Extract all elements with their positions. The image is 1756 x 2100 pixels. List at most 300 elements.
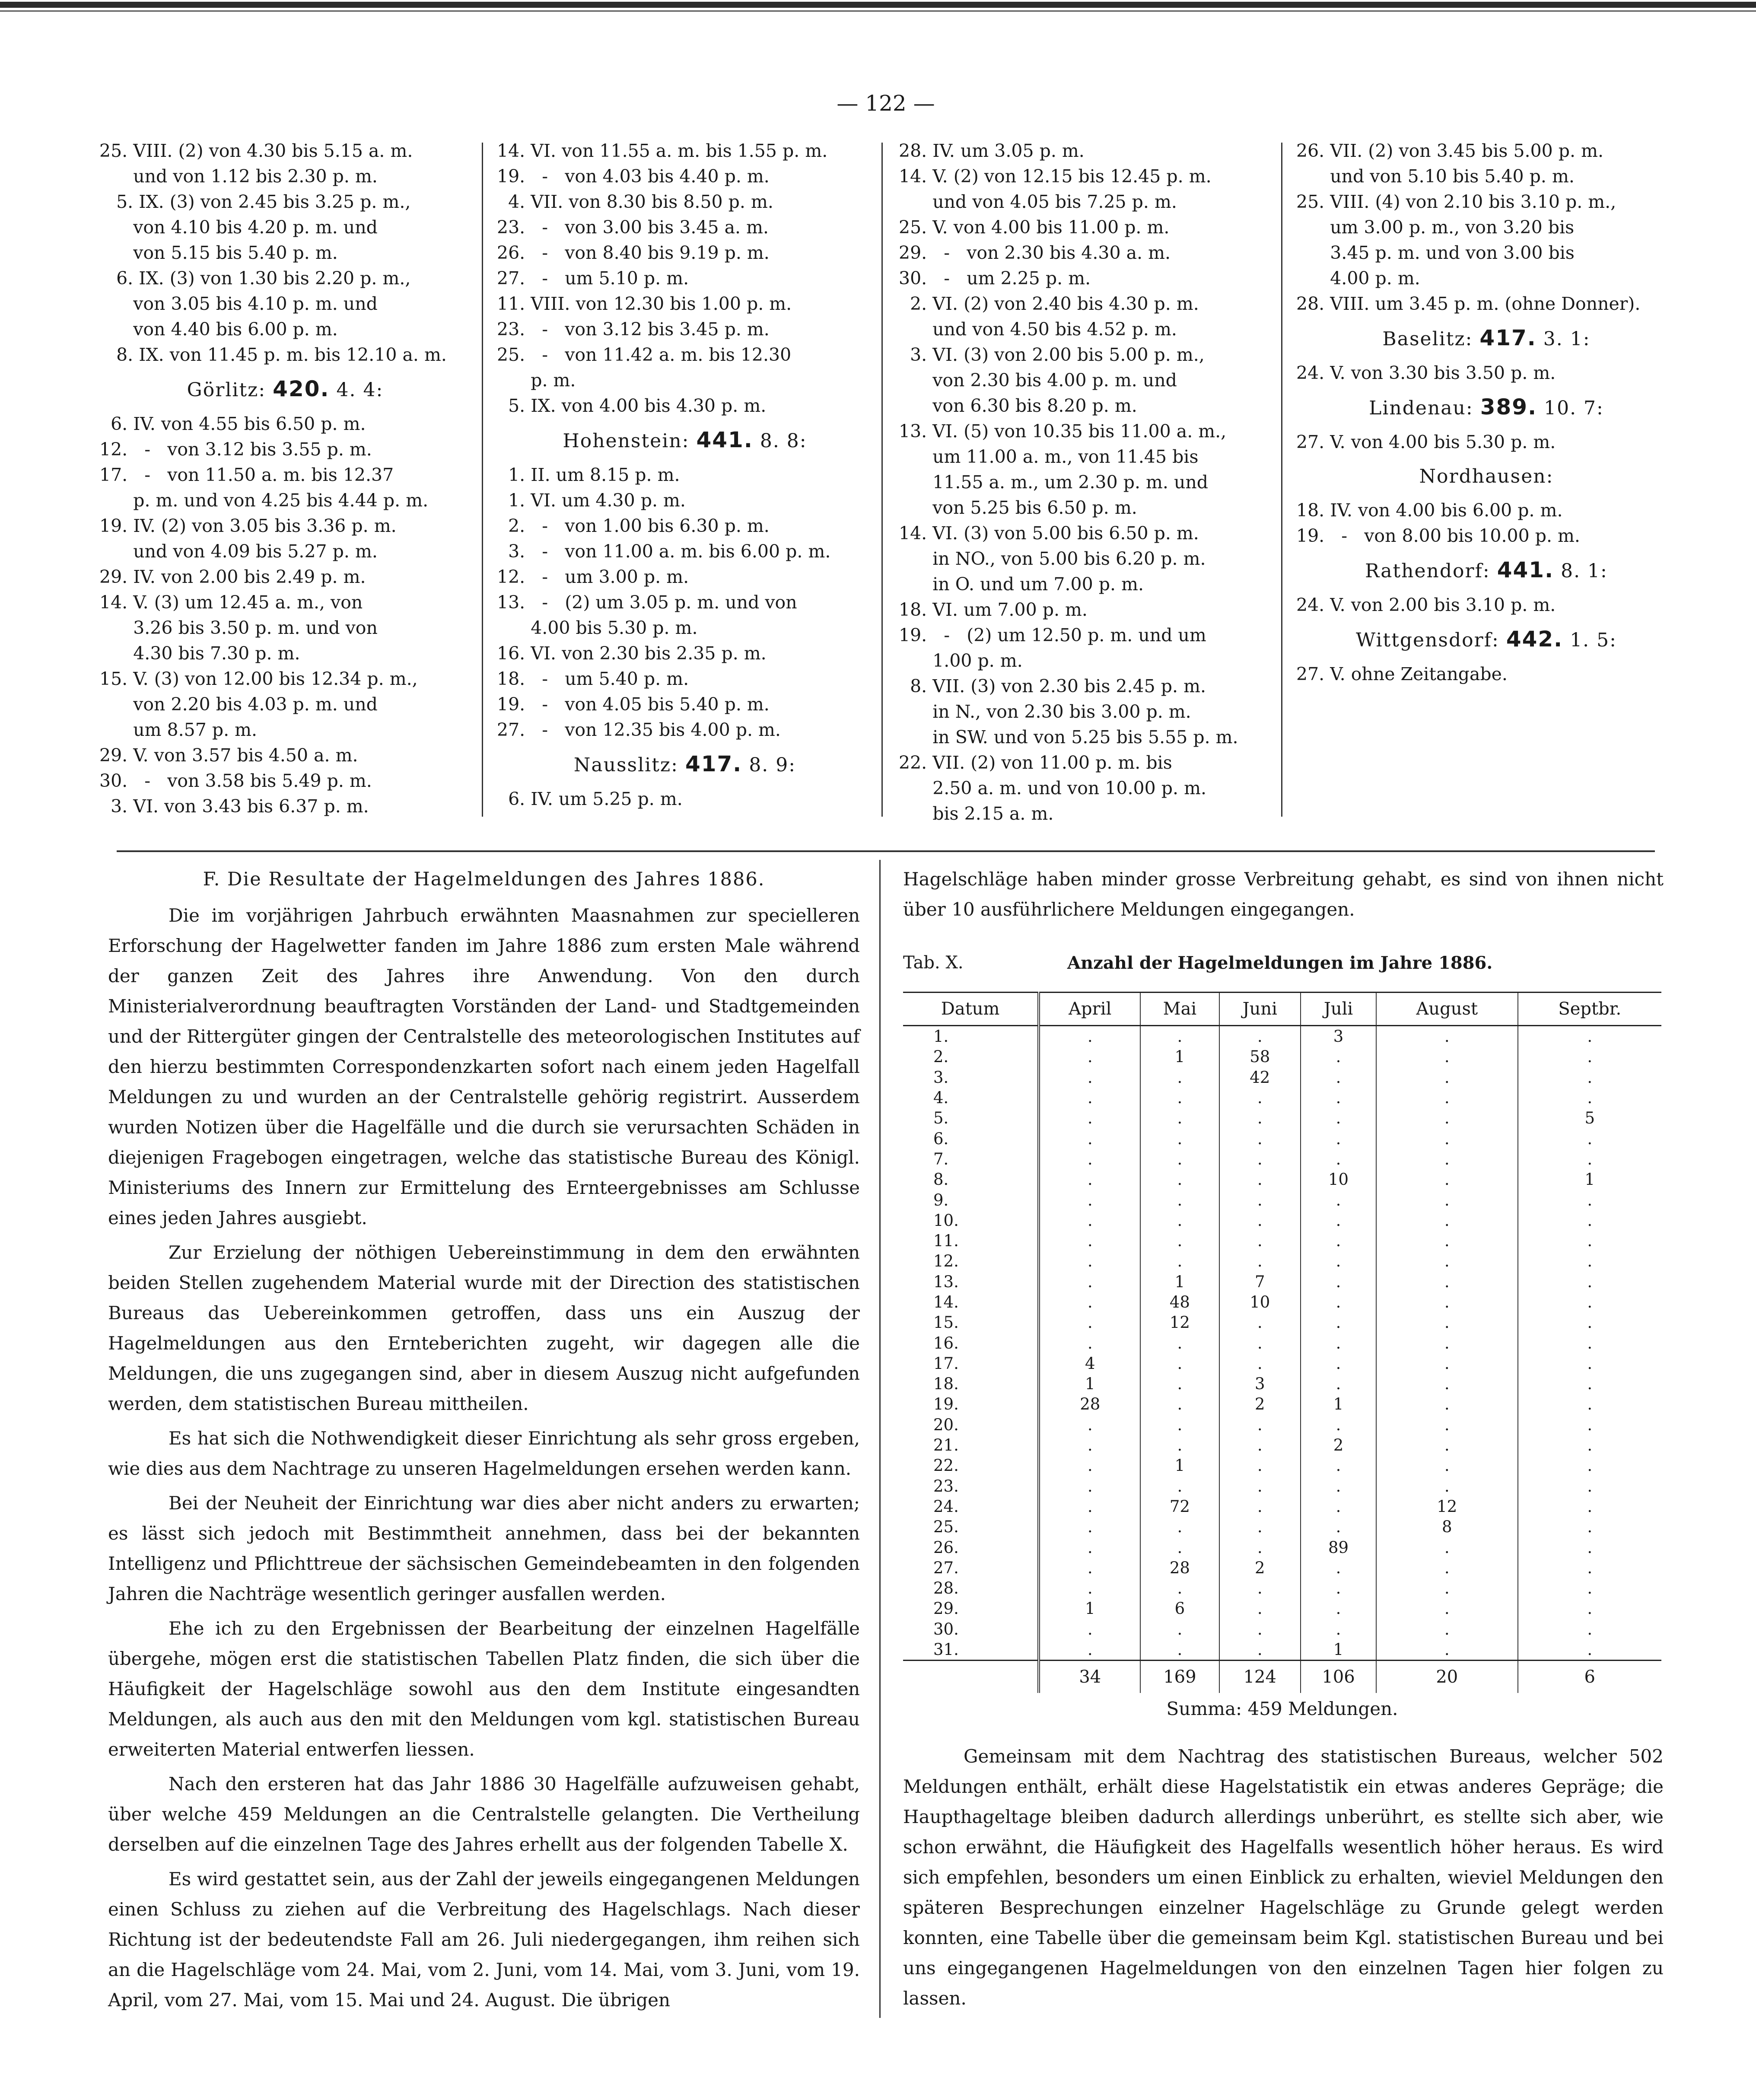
count-cell: . [1376,1169,1518,1190]
paragraph: Bei der Neuheit der Einrichtung war dies aber nicht anders zu erwarten; es lässt sich jedoch mit Bestimmtheit annehmen, dass bei der bekannten Intelligenz und Pflichttreue der sächsischen Gemeindebeamten in den folgenden Jahren die Nachträge wesentlich geringer ausfallen werden. [108,1492,860,1604]
count-cell: . [1219,1333,1301,1353]
text-line: von 4.10 bis 4.20 p. m. und [99,217,378,238]
column-header: Juni [1219,993,1301,1026]
count-cell: . [1518,1231,1661,1251]
count-cell: . [1518,1067,1661,1088]
count-cell: 8 [1376,1517,1518,1537]
count-cell: . [1518,1190,1661,1210]
count-cell: . [1518,1312,1661,1333]
text-line: und von 4.50 bis 4.52 p. m. [899,319,1177,340]
count-cell: . [1219,1537,1301,1557]
count-cell: 28 [1039,1394,1140,1414]
count-cell: . [1518,1415,1661,1435]
table-row [903,1558,1661,1578]
text-line: 1. II. um 8.15 p. m. [497,465,680,485]
count-cell: . [1039,1251,1140,1271]
count-cell: . [1219,1026,1301,1047]
count-cell: . [1039,1190,1140,1210]
count-cell: . [1376,1067,1518,1088]
count-cell: . [1518,1251,1661,1271]
count-cell: . [1376,1435,1518,1455]
count-cell: . [1140,1088,1219,1108]
count-cell: . [1301,1598,1376,1619]
table-row [903,1353,1661,1374]
count-cell: . [1376,1190,1518,1210]
count-cell: . [1376,1415,1518,1435]
table-row [903,1210,1661,1231]
count-cell: . [1219,1639,1301,1661]
date-cell: 15. [903,1312,1039,1333]
count-cell: 2 [1301,1435,1376,1455]
station-column-4 [1296,138,1676,687]
table-row [903,1639,1661,1661]
text-line: 13. - (2) um 3.05 p. m. und von [497,592,797,613]
date-cell: 31. [903,1639,1039,1661]
count-cell: . [1219,1210,1301,1231]
column-header: Datum [903,993,1039,1026]
count-cell: 2 [1219,1558,1301,1578]
count-cell: . [1301,1558,1376,1578]
count-cell: . [1140,1128,1219,1149]
table-row [903,1537,1661,1557]
count-cell: . [1518,1128,1661,1149]
count-cell: . [1219,1149,1301,1169]
column-header: Mai [1140,993,1219,1026]
count-cell: . [1518,1292,1661,1312]
text-line: 2. - von 1.00 bis 6.30 p. m. [497,515,770,536]
count-cell: . [1518,1619,1661,1639]
count-cell: . [1219,1455,1301,1476]
count-cell: . [1140,1537,1219,1557]
text-line: 5. IX. von 4.00 bis 4.30 p. m. [497,395,767,416]
count-cell: . [1039,1455,1140,1476]
date-cell: 12. [903,1251,1039,1271]
continuation-text [903,864,1664,925]
count-cell: . [1219,1476,1301,1496]
date-cell: 5. [903,1108,1039,1128]
count-cell: . [1376,1128,1518,1149]
text-line: von 6.30 bis 8.20 p. m. [899,395,1137,416]
count-cell: . [1301,1108,1376,1128]
date-cell: 18. [903,1374,1039,1394]
table-row [903,1272,1661,1292]
date-cell: 26. [903,1537,1039,1557]
count-cell: . [1376,1108,1518,1128]
count-cell: . [1140,1026,1219,1047]
count-cell: . [1219,1517,1301,1537]
count-cell: 10 [1301,1169,1376,1190]
paragraph: Ehe ich zu den Ergebnissen der Bearbeitung der einzelnen Hagelfälle übergehe, mögen erst die statistischen Tabellen Platz finden, die sich über die Häufigkeit der Hagelschläge sowohl aus den dem Institute eingesandten Meldungen, als auch aus den mit den Meldungen vom kgl. statistischen Bureau erweiterten Material entwerfen liessen. [108,1618,860,1760]
paragraph: Nach den ersteren hat das Jahr 1886 30 Hagelfälle aufzuweisen gehabt, über welche 459 Meldungen an die Centralstelle gelangten. Die Vertheilung derselben auf die einzelnen Tage des Jahres erhellt aus der folgenden Tabelle X. [108,1773,860,1855]
count-cell: . [1219,1128,1301,1149]
count-cell: . [1301,1455,1376,1476]
total-cell: 34 [1039,1661,1140,1693]
count-cell: 6 [1140,1598,1219,1619]
text-line: 27. - um 5.10 p. m. [497,268,689,289]
station-heading-nordhausen: Nordhausen: [1419,465,1554,487]
total-cell: 20 [1376,1661,1518,1693]
count-cell: . [1039,1088,1140,1108]
count-cell: . [1219,1108,1301,1128]
text-line: p. m. und von 4.25 bis 4.44 p. m. [99,490,429,511]
count-cell: . [1140,1619,1219,1639]
count-cell: . [1039,1108,1140,1128]
count-cell: . [1219,1088,1301,1108]
count-cell: . [1039,1435,1140,1455]
count-cell: . [1376,1312,1518,1333]
text-line: 27. V. ohne Zeitangabe. [1296,664,1508,684]
text-line: von 2.30 bis 4.00 p. m. und [899,370,1177,391]
count-cell: 12 [1376,1496,1518,1517]
date-cell: 3. [903,1067,1039,1088]
text-line: 6. IV. um 5.25 p. m. [497,789,683,809]
total-cell: 106 [1301,1661,1376,1693]
count-cell: . [1140,1251,1219,1271]
count-cell: . [1518,1374,1661,1394]
text-line: 29. V. von 3.57 bis 4.50 a. m. [99,745,358,766]
date-cell: 23. [903,1476,1039,1496]
text-line: und von 1.12 bis 2.30 p. m. [99,166,378,187]
table-row [903,1619,1661,1639]
count-cell: . [1219,1231,1301,1251]
text-line: um 11.00 a. m., von 11.45 bis [899,446,1199,467]
count-cell: 7 [1219,1272,1301,1292]
count-cell: . [1518,1639,1661,1661]
text-line: 25. - von 11.42 a. m. bis 12.30 [497,344,792,365]
count-cell: . [1219,1169,1301,1190]
column-header: August [1376,993,1518,1026]
count-cell: 1 [1039,1598,1140,1619]
date-cell: 10. [903,1210,1039,1231]
text-line: von 4.40 bis 6.00 p. m. [99,319,338,340]
count-cell: 12 [1140,1312,1219,1333]
count-cell: . [1376,1394,1518,1414]
count-cell: . [1301,1251,1376,1271]
table-row [903,1312,1661,1333]
text-line: 3. - von 11.00 a. m. bis 6.00 p. m. [497,541,831,562]
total-cell [903,1661,1039,1693]
text-line: 4.00 bis 5.30 p. m. [497,617,698,638]
count-cell: . [1301,1231,1376,1251]
count-cell: . [1518,1026,1661,1047]
count-cell: 48 [1140,1292,1219,1312]
top-rule [0,2,1756,8]
text-line: 25. V. von 4.00 bis 11.00 p. m. [899,217,1170,238]
count-cell: . [1219,1578,1301,1598]
count-cell: . [1518,1517,1661,1537]
count-cell: . [1518,1558,1661,1578]
section-rule [117,850,1655,852]
text-line: 8. VII. (3) von 2.30 bis 2.45 p. m. [899,676,1206,697]
text-line: von 2.20 bis 4.03 p. m. und [99,694,378,715]
text-line: 6. IV. von 4.55 bis 6.50 p. m. [99,414,366,434]
count-cell: . [1039,1292,1140,1312]
text-line: 23. - von 3.12 bis 3.45 p. m. [497,319,770,340]
count-cell: . [1518,1455,1661,1476]
count-cell: 4 [1039,1353,1140,1374]
text-line: 12. - von 3.12 bis 3.55 p. m. [99,439,372,460]
date-cell: 9. [903,1190,1039,1210]
text-line: 14. V. (2) von 12.15 bis 12.45 p. m. [899,166,1212,187]
count-cell: 42 [1219,1067,1301,1088]
count-cell: 3 [1219,1374,1301,1394]
count-cell: . [1140,1374,1219,1394]
text-line: 19. - von 8.00 bis 10.00 p. m. [1296,525,1580,546]
count-cell: . [1301,1128,1376,1149]
text-line: 15. V. (3) von 12.00 bis 12.34 p. m., [99,668,418,689]
table-row [903,1251,1661,1271]
count-cell: . [1301,1272,1376,1292]
count-cell: . [1301,1292,1376,1312]
date-cell: 17. [903,1353,1039,1374]
count-cell: . [1140,1108,1219,1128]
table-row [903,1026,1661,1047]
text-line: 18. IV. von 4.00 bis 6.00 p. m. [1296,500,1563,521]
count-cell: . [1219,1312,1301,1333]
count-cell: . [1039,1026,1140,1047]
count-cell: . [1039,1312,1140,1333]
date-cell: 14. [903,1292,1039,1312]
date-cell: 6. [903,1128,1039,1149]
station-heading-rathendorf: Rathendorf: 441. 8. 1: [1365,557,1608,582]
count-cell: . [1219,1496,1301,1517]
count-cell: . [1301,1312,1376,1333]
count-cell: . [1301,1619,1376,1639]
count-cell: . [1039,1169,1140,1190]
total-cell: 124 [1219,1661,1301,1693]
text-line: bis 2.15 a. m. [899,803,1054,824]
table-title: Anzahl der Hagelmeldungen im Jahre 1886. [1067,953,1493,973]
count-cell: . [1376,1251,1518,1271]
text-line: von 5.15 bis 5.40 p. m. [99,242,338,263]
count-cell: . [1518,1353,1661,1374]
text-line: 19. - von 4.05 bis 5.40 p. m. [497,694,770,715]
text-line: in SW. und von 5.25 bis 5.55 p. m. [899,727,1238,748]
text-line: 29. IV. von 2.00 bis 2.49 p. m. [99,566,366,587]
paragraph: Hagelschläge haben minder grosse Verbreitung gehabt, es sind von ihnen nicht über 10 ausführlichere Meldungen eingegangen. [903,869,1664,920]
count-cell: . [1140,1578,1219,1598]
count-cell: . [1039,1619,1140,1639]
count-cell: . [1039,1210,1140,1231]
page-number: — 122 — [837,91,935,116]
count-cell: . [1140,1415,1219,1435]
count-cell: . [1376,1149,1518,1169]
count-cell: 1 [1301,1639,1376,1661]
table-row [903,1047,1661,1067]
table-row [903,1128,1661,1149]
table-row [903,1169,1661,1190]
text-line: in N., von 2.30 bis 3.00 p. m. [899,701,1191,722]
table-row [903,1517,1661,1537]
station-heading-hohenstein: Hohenstein: 441. 8. 8: [563,427,807,452]
text-line: 4.30 bis 7.30 p. m. [99,643,300,664]
table-row [903,1067,1661,1088]
count-cell: . [1039,1415,1140,1435]
count-cell: . [1301,1415,1376,1435]
closing-text [903,1741,1664,2014]
date-cell: 27. [903,1558,1039,1578]
count-cell: . [1219,1435,1301,1455]
text-line: 17. - von 11.50 a. m. bis 12.37 [99,465,394,485]
text-line: 25. VIII. (2) von 4.30 bis 5.15 a. m. [99,140,413,161]
count-cell: . [1219,1415,1301,1435]
count-cell: . [1376,1333,1518,1353]
text-line: in O. und um 7.00 p. m. [899,574,1144,595]
count-cell: . [1301,1190,1376,1210]
text-line: 18. - um 5.40 p. m. [497,668,689,689]
date-cell: 22. [903,1455,1039,1476]
text-line: um 8.57 p. m. [99,719,258,740]
count-cell: . [1219,1598,1301,1619]
text-line: 3. VI. von 3.43 bis 6.37 p. m. [99,796,369,817]
table-row [903,1231,1661,1251]
date-cell: 28. [903,1578,1039,1598]
table-row [903,1578,1661,1598]
count-cell: . [1518,1476,1661,1496]
count-cell: 1 [1140,1047,1219,1067]
count-cell: . [1518,1047,1661,1067]
count-cell: . [1518,1496,1661,1517]
count-cell: 28 [1140,1558,1219,1578]
count-cell: . [1301,1578,1376,1598]
table-row [903,1435,1661,1455]
text-line: 4.00 p. m. [1296,268,1420,289]
count-cell: . [1518,1435,1661,1455]
count-cell: . [1301,1333,1376,1353]
table-row [903,1394,1661,1414]
count-cell: . [1376,1639,1518,1661]
count-cell: . [1301,1149,1376,1169]
table-row [903,1333,1661,1353]
text-line: 23. - von 3.00 bis 3.45 a. m. [497,217,769,238]
count-cell: 89 [1301,1537,1376,1557]
count-cell: . [1301,1047,1376,1067]
count-cell: 1 [1039,1374,1140,1394]
date-cell: 13. [903,1272,1039,1292]
count-cell: . [1219,1619,1301,1639]
date-cell: 20. [903,1415,1039,1435]
count-cell: . [1518,1333,1661,1353]
text-line: 1. VI. um 4.30 p. m. [497,490,686,511]
text-line: in NO., von 5.00 bis 6.20 p. m. [899,548,1206,569]
text-line: 28. IV. um 3.05 p. m. [899,140,1085,161]
text-line: 4. VII. von 8.30 bis 8.50 p. m. [497,191,773,212]
count-cell: . [1140,1231,1219,1251]
paragraph: Gemeinsam mit dem Nachtrag des statistischen Bureaus, welcher 502 Meldungen enthält, erhält diese Hagelstatistik ein etwas anderes Gepräge; die Haupthageltage bleiben dadurch allerdings unberührt, es stellte sich aber, wie schon erwähnt, die Häufigkeit des Hagelfalls wesentlich höher heraus. Es wird sich empfehlen, besonders um einen Einblick zu erhalten, wieviel Meldungen den späteren Besprechungen einzelner Hagelschläge zu Grunde gelegt werden konnten, eine Tabelle über die gemeinsam beim Kgl. statistischen Bureau und bei uns eingegangenen Hagelmeldungen von den einzelnen Tagen hier folgen zu lassen. [903,1746,1664,2009]
station-heading-nausslitz: Nausslitz: 417. 8. 9: [573,751,796,776]
station-column-1 [99,138,471,819]
text-line: 14. VI. von 11.55 a. m. bis 1.55 p. m. [497,140,828,161]
text-line: 11. VIII. von 12.30 bis 1.00 p. m. [497,293,792,314]
count-cell: 10 [1219,1292,1301,1312]
count-cell: . [1039,1231,1140,1251]
text-line: 14. VI. (3) von 5.00 bis 6.50 p. m. [899,523,1199,544]
date-cell: 30. [903,1619,1039,1639]
count-cell: . [1376,1619,1518,1639]
text-line: 27. V. von 4.00 bis 5.30 p. m. [1296,432,1556,452]
count-cell: . [1376,1476,1518,1496]
count-cell: 3 [1301,1026,1376,1047]
count-cell: . [1376,1088,1518,1108]
column-divider-lower [879,860,881,2018]
count-cell: . [1301,1210,1376,1231]
count-cell: . [1140,1210,1219,1231]
count-cell: 1 [1518,1169,1661,1190]
count-cell: . [1376,1026,1518,1047]
count-cell: . [1376,1292,1518,1312]
text-line: 24. V. von 2.00 bis 3.10 p. m. [1296,595,1556,615]
text-line: 22. VII. (2) von 11.00 p. m. bis [899,752,1172,773]
text-line: 11.55 a. m., um 2.30 p. m. und [899,472,1209,493]
text-line: 16. VI. von 2.30 bis 2.35 p. m. [497,643,767,664]
section-title: F. Die Resultate der Hagelmeldungen des Jahres 1886. [203,869,765,890]
count-cell: . [1376,1272,1518,1292]
count-cell: . [1301,1496,1376,1517]
text-line: 3.45 p. m. und von 3.00 bis [1296,242,1575,263]
count-cell: . [1518,1537,1661,1557]
text-line: 8. IX. von 11.45 p. m. bis 12.10 a. m. [99,344,447,365]
count-cell: . [1039,1128,1140,1149]
table-row [903,1292,1661,1312]
table-row [903,1415,1661,1435]
count-cell: . [1140,1639,1219,1661]
table-row [903,1088,1661,1108]
count-cell: . [1140,1190,1219,1210]
top-rule-thin [0,10,1756,12]
text-line: 26. VII. (2) von 3.45 bis 5.00 p. m. [1296,140,1603,161]
table-row [903,1598,1661,1619]
total-cell: 169 [1140,1661,1219,1693]
text-line: und von 5.10 bis 5.40 p. m. [1296,166,1575,187]
count-cell: . [1219,1251,1301,1271]
station-heading-goerlitz: Görlitz: 420. 4. 4: [187,376,384,401]
count-cell: . [1301,1517,1376,1537]
text-line: 13. VI. (5) von 10.35 bis 11.00 a. m., [899,421,1227,442]
count-cell: . [1376,1578,1518,1598]
section-f-text [108,864,860,2020]
table-row [903,1455,1661,1476]
station-heading-baselitz: Baselitz: 417. 3. 1: [1382,325,1591,350]
count-cell: . [1039,1578,1140,1598]
date-cell: 11. [903,1231,1039,1251]
text-line: 29. - von 2.30 bis 4.30 a. m. [899,242,1171,263]
text-line: p. m. [497,370,576,391]
count-cell: . [1376,1598,1518,1619]
count-cell: . [1301,1067,1376,1088]
count-cell: . [1039,1558,1140,1578]
text-line: 6. IX. (3) von 1.30 bis 2.20 p. m., [99,268,411,289]
count-cell: 1 [1140,1272,1219,1292]
count-cell: . [1039,1537,1140,1557]
table-row [903,1149,1661,1169]
count-cell: . [1518,1088,1661,1108]
table-label: Tab. X. [903,953,964,973]
count-cell: . [1518,1394,1661,1414]
count-cell: . [1518,1598,1661,1619]
count-cell: 5 [1518,1108,1661,1128]
paragraph: Zur Erzielung der nöthigen Uebereinstimmung in dem den erwähnten beiden Stellen zugehendem Material wurde mit der Direction des statistischen Bureaus das Uebereinkommen getroffen, dass uns ein Auszug der Hagelmeldungen aus den Ernteberichten zugeht, wir dagegen alle die Meldungen, die uns zugegangen sind, aber in diesem Auszug nicht aufgefunden werden, dem statistischen Bureau mittheilen. [108,1242,860,1414]
hail-reports-table [903,992,1661,1693]
count-cell: . [1039,1476,1140,1496]
count-cell: . [1518,1210,1661,1231]
station-heading-lindenau: Lindenau: 389. 10. 7: [1369,395,1604,420]
count-cell: . [1518,1149,1661,1169]
count-cell: . [1140,1067,1219,1088]
column-divider [482,143,483,817]
date-cell: 25. [903,1517,1039,1537]
text-line: 26. - von 8.40 bis 9.19 p. m. [497,242,770,263]
count-cell: . [1376,1537,1518,1557]
